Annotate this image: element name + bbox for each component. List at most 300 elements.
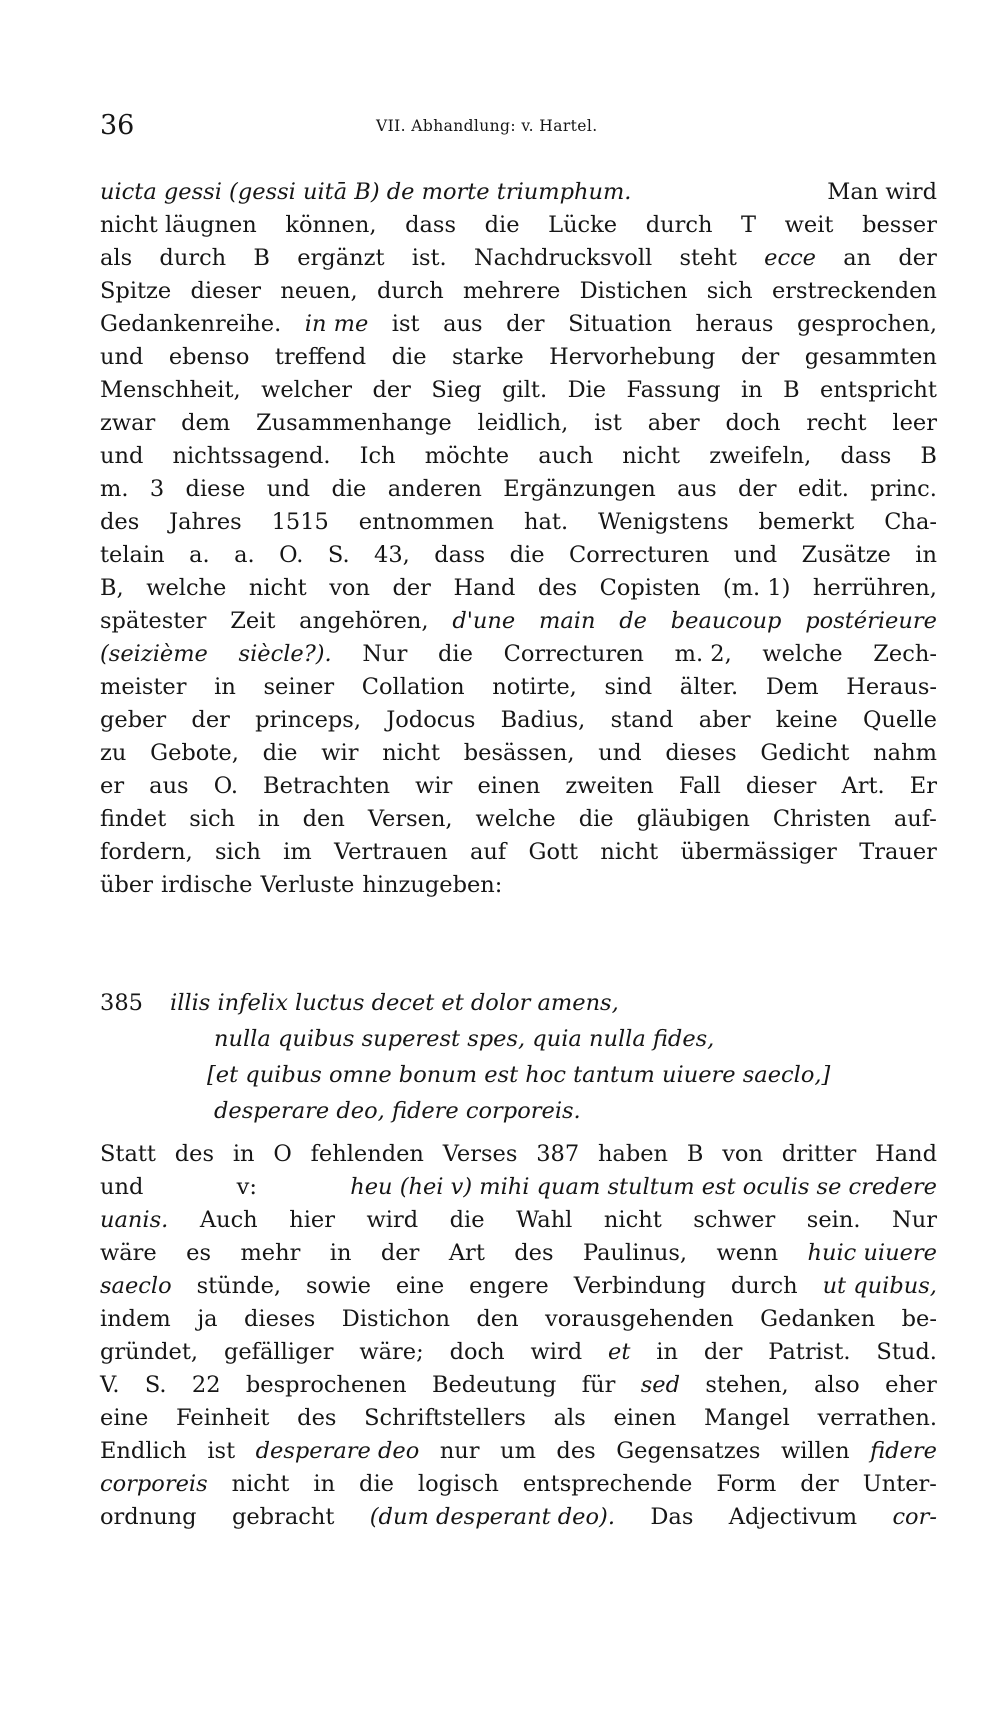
word: in	[329, 1240, 352, 1266]
word: welcher	[261, 377, 353, 403]
word: stünde,	[196, 1273, 282, 1299]
word: besässen,	[463, 740, 575, 766]
word: dass	[434, 542, 486, 568]
word: Das	[650, 1504, 694, 1530]
word: nicht	[248, 575, 307, 601]
word: desperare deo	[255, 1438, 420, 1464]
word: die	[359, 1471, 394, 1497]
verse-line	[100, 985, 937, 1021]
text-line	[100, 1270, 937, 1303]
word: Er	[909, 773, 937, 799]
text-line	[100, 638, 937, 671]
word: Auch	[199, 1207, 258, 1233]
word: des	[537, 575, 578, 601]
word: haben	[597, 1141, 669, 1167]
word: nicht	[600, 839, 659, 865]
word: Verses	[442, 1141, 518, 1167]
word: der	[800, 1471, 839, 1497]
word: leidlich,	[477, 410, 569, 436]
word: B	[253, 245, 270, 271]
word: Versen,	[367, 806, 453, 832]
word: Stud.	[876, 1339, 937, 1365]
word: weit	[784, 212, 834, 238]
word: den	[302, 806, 345, 832]
word: zweifeln,	[709, 443, 812, 469]
word: Art.	[841, 773, 885, 799]
page-header	[100, 106, 860, 146]
word: recht	[806, 410, 867, 436]
word: Wenigstens	[598, 509, 729, 535]
word: Jodocus	[386, 707, 476, 733]
word: sind	[604, 674, 653, 700]
word: Spitze	[100, 278, 172, 304]
word: Vertrauen	[333, 839, 448, 865]
paragraph-1	[100, 176, 937, 902]
word: keine	[775, 707, 838, 733]
word: telain	[100, 542, 165, 568]
word: gilt.	[502, 377, 548, 403]
word: Quelle	[862, 707, 937, 733]
word: Adjectivum	[728, 1504, 858, 1530]
word: B,	[100, 575, 124, 601]
word: die	[449, 1207, 485, 1233]
word: über	[100, 872, 153, 898]
word: durch	[645, 212, 713, 238]
word: ebenso	[168, 344, 250, 370]
word: Sieg	[431, 377, 482, 403]
word: dieses	[665, 740, 737, 766]
word: edit.	[797, 476, 849, 502]
word: in	[740, 377, 763, 403]
word: von	[329, 575, 370, 601]
word: eine	[100, 1405, 149, 1431]
text-line	[100, 803, 937, 836]
word: mehrere	[462, 278, 561, 304]
word: zwar	[100, 410, 156, 436]
text-line	[100, 1501, 937, 1534]
word: Distichon	[341, 1306, 450, 1332]
word: B	[920, 443, 937, 469]
word: und	[733, 542, 778, 568]
word: es	[186, 1240, 212, 1266]
word: Verluste	[260, 872, 355, 898]
word: einen	[477, 773, 541, 799]
word: Collation	[361, 674, 465, 700]
word: V.	[100, 1372, 120, 1398]
word: als	[100, 245, 133, 271]
text-line	[100, 407, 937, 440]
word: siècle?).	[238, 641, 332, 667]
word: Zusätze	[801, 542, 891, 568]
word: neuen,	[280, 278, 358, 304]
text-line	[100, 275, 937, 308]
word: Gott	[528, 839, 579, 865]
word: main	[539, 608, 596, 634]
word: Zusammenhange	[256, 410, 452, 436]
word: Lücke	[548, 212, 618, 238]
word: uanis.	[100, 1207, 169, 1233]
word: zu	[100, 740, 127, 766]
word: hier	[289, 1207, 335, 1233]
text-line	[100, 1468, 937, 1501]
word: mehr	[240, 1240, 301, 1266]
word: dieser	[190, 278, 262, 304]
word: B	[686, 1141, 704, 1167]
word: und	[598, 740, 642, 766]
word: 1515	[271, 509, 329, 535]
word: indem	[100, 1306, 171, 1332]
word: können,	[285, 212, 377, 238]
word: Situation	[568, 311, 672, 337]
word: princ.	[870, 476, 937, 502]
word: nicht	[622, 443, 681, 469]
text-line	[100, 473, 937, 506]
word: und	[266, 476, 311, 502]
word: des	[100, 509, 140, 535]
word: die	[484, 212, 520, 238]
word: notirte,	[492, 674, 577, 700]
text-line	[100, 1369, 937, 1402]
word: Cha-	[884, 509, 937, 535]
word: gläubigen	[636, 806, 750, 832]
word: Nachdrucksvoll	[473, 245, 653, 271]
word: auch	[538, 443, 594, 469]
word: möchte	[424, 443, 510, 469]
word: stand	[610, 707, 674, 733]
word: aus	[677, 476, 717, 502]
word: angehören,	[299, 608, 429, 634]
verse-line	[100, 1093, 937, 1129]
word: die	[391, 344, 427, 370]
word: irdische	[160, 872, 253, 898]
text-line	[100, 671, 937, 704]
verse-text: illis infelix luctus decet et dolor amens,	[170, 990, 619, 1016]
word: uicta gessi (gessi uitā B) de morte triumphum.	[100, 179, 632, 205]
word: heu (hei v) mihi quam stultum est oculis se credere	[350, 1174, 937, 1200]
word: fordern,	[100, 839, 193, 865]
word: a.	[234, 542, 255, 568]
word: der	[191, 707, 230, 733]
word: de	[619, 608, 647, 634]
word: wenn	[716, 1240, 779, 1266]
word: Nur	[362, 641, 408, 667]
word: und	[100, 1174, 144, 1200]
word: be-	[901, 1306, 937, 1332]
word: wir	[321, 740, 359, 766]
word: der	[506, 311, 545, 337]
word: Ergänzungen	[503, 476, 656, 502]
word: cor-	[892, 1504, 937, 1530]
word: Gedanken	[760, 1306, 876, 1332]
verse-line	[100, 1021, 937, 1057]
word: ut quibus,	[822, 1273, 937, 1299]
word: ordnung	[100, 1504, 197, 1530]
text-line	[100, 1303, 937, 1336]
word: die	[438, 641, 473, 667]
text-line	[100, 770, 937, 803]
word: dass	[840, 443, 892, 469]
word: von	[722, 1141, 763, 1167]
word: Unter-	[862, 1471, 937, 1497]
word: Schriftstellers	[364, 1405, 526, 1431]
text-line	[100, 572, 937, 605]
word: ist	[391, 311, 420, 337]
word: schwer	[693, 1207, 776, 1233]
word: entsprechende	[522, 1471, 693, 1497]
text-line	[100, 506, 937, 539]
word: der	[740, 344, 780, 370]
word: ergänzt	[297, 245, 385, 271]
verse-line	[100, 1057, 937, 1093]
word: starke	[451, 344, 524, 370]
word: Gedankenreihe.	[100, 311, 282, 337]
word: in	[232, 1141, 255, 1167]
text-line	[100, 1336, 937, 1369]
word: im	[283, 839, 312, 865]
word: Verbindung	[573, 1273, 706, 1299]
text-line	[100, 242, 937, 275]
word: Feinheit	[176, 1405, 270, 1431]
word: Endlich	[100, 1438, 187, 1464]
word: m.	[100, 476, 129, 502]
word: also	[814, 1372, 860, 1398]
word: nahm	[873, 740, 937, 766]
word: (seizième	[100, 641, 208, 667]
word: Dem	[765, 674, 819, 700]
text-line	[100, 1138, 937, 1171]
word: aber	[698, 707, 751, 733]
word: des	[556, 1438, 596, 1464]
word: hinzugeben:	[362, 872, 503, 898]
word: gesprochen,	[796, 311, 937, 337]
word: einen	[613, 1405, 677, 1431]
word: bemerkt	[758, 509, 855, 535]
word: O.	[279, 542, 304, 568]
word: stehen,	[705, 1372, 789, 1398]
text-line	[100, 539, 937, 572]
verse-text: [et quibus omne bonum est hoc tantum uiuere saeclo,]	[207, 1062, 831, 1088]
word: aber	[647, 410, 700, 436]
paragraph-2	[100, 1138, 937, 1534]
word: aus	[149, 773, 189, 799]
word: welche	[762, 641, 843, 667]
word: der	[898, 245, 937, 271]
word: Copisten	[599, 575, 701, 601]
verse-number: 385	[100, 990, 143, 1016]
word: 3	[149, 476, 165, 502]
verse-text: desperare deo, fidere corporeis.	[214, 1098, 581, 1124]
word: durch	[159, 245, 227, 271]
word: in	[656, 1339, 678, 1365]
word: welche	[475, 806, 556, 832]
text-line	[100, 308, 937, 341]
word: 43,	[374, 542, 410, 568]
word: nur	[439, 1438, 480, 1464]
word: dem	[181, 410, 231, 436]
word: den	[476, 1306, 519, 1332]
word: des	[174, 1141, 215, 1167]
word: Betrachten	[263, 773, 391, 799]
word: Menschheit,	[100, 377, 241, 403]
word: et	[608, 1339, 631, 1365]
word: durch	[376, 278, 444, 304]
word: besprochenen	[245, 1372, 407, 1398]
word: des	[297, 1405, 337, 1431]
word: diese	[185, 476, 246, 502]
word: geber	[100, 707, 167, 733]
text-line	[100, 440, 937, 473]
word: des	[514, 1240, 554, 1266]
word: Bedeutung	[431, 1372, 557, 1398]
word: welche	[146, 575, 227, 601]
word: heraus	[695, 311, 774, 337]
word: gefälliger	[223, 1339, 334, 1365]
word: B	[783, 377, 800, 403]
word: nicht	[603, 1207, 662, 1233]
word: wir	[415, 773, 453, 799]
word: S.	[144, 1372, 167, 1398]
word: Ich	[359, 443, 396, 469]
word: entspricht	[820, 377, 937, 403]
word: älter.	[679, 674, 739, 700]
word: ist.	[411, 245, 447, 271]
word: Correcturen	[569, 542, 710, 568]
text-line	[100, 341, 937, 374]
word: Correcturen	[503, 641, 644, 667]
word: v:	[236, 1174, 257, 1200]
word: Christen	[772, 806, 871, 832]
word: huic uiuere	[807, 1240, 937, 1266]
word: die	[331, 476, 367, 502]
word: Heraus-	[846, 674, 937, 700]
word: die	[509, 542, 545, 568]
word: Fall	[678, 773, 721, 799]
word: eher	[885, 1372, 937, 1398]
text-line	[100, 704, 937, 737]
word: nichtssagend.	[172, 443, 331, 469]
word: übermässiger	[680, 839, 837, 865]
word: der	[703, 1339, 743, 1365]
word: corporeis	[100, 1471, 208, 1497]
word: steht	[679, 245, 737, 271]
word: dieser	[745, 773, 817, 799]
word: hat.	[524, 509, 569, 535]
word: wäre;	[359, 1339, 424, 1365]
word: sich	[215, 839, 261, 865]
word: spätester	[100, 608, 207, 634]
word: auf-	[893, 806, 937, 832]
word: ist	[207, 1438, 236, 1464]
word: fehlenden	[310, 1141, 424, 1167]
word: Zeit	[230, 608, 276, 634]
word: der	[372, 377, 411, 403]
word: a.	[189, 542, 210, 568]
word: Hand	[453, 575, 516, 601]
word: nicht	[382, 740, 441, 766]
word: Zech-	[873, 641, 937, 667]
text-line	[100, 1237, 937, 1270]
word: 387	[536, 1141, 580, 1167]
text-line	[100, 869, 937, 902]
word: Trauer	[859, 839, 937, 865]
word: willen	[780, 1438, 850, 1464]
word: meister	[100, 674, 187, 700]
word: seiner	[263, 674, 335, 700]
word: doch	[725, 410, 781, 436]
text-line	[100, 176, 937, 209]
word: dieses	[244, 1306, 316, 1332]
word: sich	[189, 806, 236, 832]
word: beaucoup	[670, 608, 782, 634]
verse-quotation	[100, 985, 937, 1129]
word: herrühren,	[812, 575, 937, 601]
text-line	[100, 1204, 937, 1237]
word: nicht läugnen	[100, 212, 257, 238]
word: in	[313, 1471, 336, 1497]
word: Fassung	[626, 377, 721, 403]
word: doch	[449, 1339, 505, 1365]
verse-text: nulla quibus superest spes, quia nulla fides,	[214, 1026, 715, 1052]
word: Statt	[100, 1141, 156, 1167]
word: die	[578, 806, 614, 832]
word: Hand	[875, 1141, 937, 1167]
word: fidere	[870, 1438, 937, 1464]
word: wird	[530, 1339, 583, 1365]
word: Gedicht	[760, 740, 850, 766]
word: in	[915, 542, 937, 568]
word: Die	[567, 377, 607, 403]
word: Hervorhebung	[549, 344, 716, 370]
word: sed	[640, 1372, 680, 1398]
text-line	[100, 1171, 937, 1204]
text-line	[100, 836, 937, 869]
word: leer	[892, 410, 937, 436]
word: wäre	[100, 1240, 157, 1266]
running-head: VII. Abhandlung: v. Hartel.	[376, 117, 598, 135]
word: Gebote,	[150, 740, 239, 766]
word: S.	[327, 542, 350, 568]
word: saeclo	[100, 1273, 172, 1299]
word: in	[258, 806, 280, 832]
word: eine	[395, 1273, 445, 1299]
word: anderen	[387, 476, 482, 502]
word: (dum desperant deo).	[369, 1504, 615, 1530]
word: der	[392, 575, 431, 601]
word: m. 2,	[674, 641, 732, 667]
word: dritter	[781, 1141, 857, 1167]
word: logisch	[417, 1471, 499, 1497]
text-line	[100, 209, 937, 242]
word: Wahl	[516, 1207, 573, 1233]
word: in	[214, 674, 236, 700]
word: gesammten	[804, 344, 937, 370]
word: O.	[213, 773, 238, 799]
text-line	[100, 374, 937, 407]
page-number: 36	[100, 110, 135, 141]
word: sich	[706, 278, 753, 304]
word: dass	[405, 212, 457, 238]
word: Paulinus,	[582, 1240, 688, 1266]
word: Man wird	[827, 179, 937, 205]
word: O	[273, 1141, 292, 1167]
text-line	[100, 605, 937, 638]
word: d'une	[452, 608, 516, 634]
word: und	[100, 443, 144, 469]
word: aus	[443, 311, 483, 337]
text-line	[100, 1402, 937, 1435]
word: sowie	[306, 1273, 371, 1299]
word: an	[843, 245, 872, 271]
